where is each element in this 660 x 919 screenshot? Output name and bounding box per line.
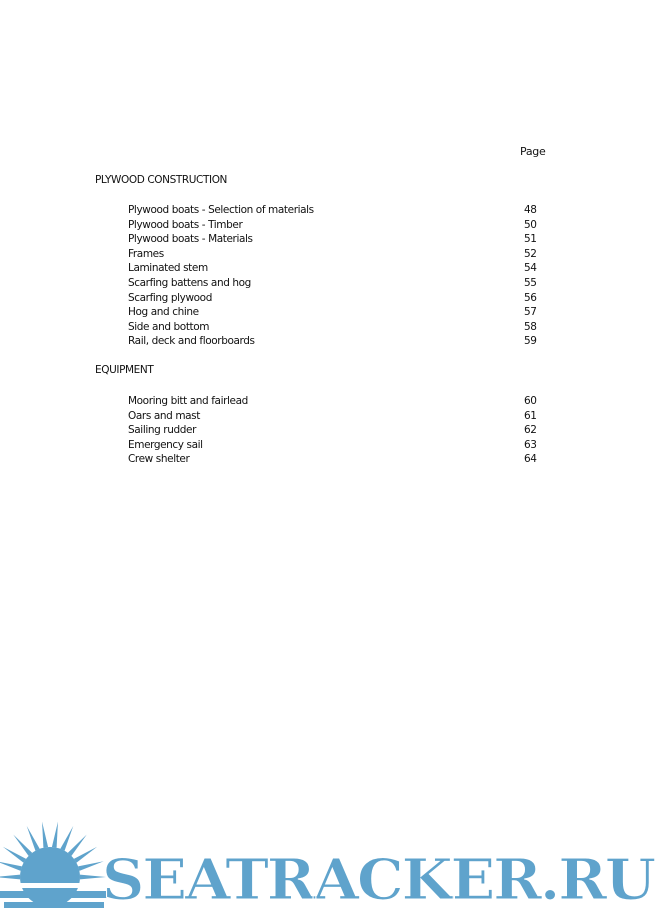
toc-entry-label: Plywood boats - Materials <box>128 233 253 246</box>
toc-entry-label: Crew shelter <box>128 453 190 466</box>
toc-entry-page: 58 <box>524 320 537 333</box>
toc-list-equipment <box>128 394 548 467</box>
sun-ray <box>68 835 87 856</box>
sun-icon <box>0 822 112 919</box>
toc-entry-page: 64 <box>524 453 537 466</box>
toc-entry[interactable] <box>128 247 548 262</box>
toc-entry-label: Emergency sail <box>128 438 203 451</box>
toc-entry[interactable] <box>128 218 548 233</box>
sun-ray <box>3 847 26 863</box>
toc-entry-label: Mooring bitt and fairlead <box>128 395 248 407</box>
toc-entry-page: 50 <box>524 218 537 231</box>
sun-ray <box>52 906 58 919</box>
toc-entry-label: Laminated stem <box>128 262 208 275</box>
toc-entry-page: 61 <box>524 409 537 422</box>
section-title-plywood-construction: PLYWOOD CONSTRUCTION <box>95 174 228 186</box>
sun-ray <box>0 861 22 871</box>
toc-entry-page: 51 <box>524 233 537 246</box>
watermark-text: SEATRACKER.RU <box>102 847 656 913</box>
toc-entry-label: Side and bottom <box>128 320 210 333</box>
sun-ray <box>52 822 58 848</box>
toc-entry-page: 55 <box>524 276 537 289</box>
toc-entry[interactable] <box>128 203 548 218</box>
sun-ray <box>74 847 97 863</box>
sun-ray <box>42 822 48 848</box>
toc-entry-page: 63 <box>524 438 537 451</box>
toc-entry-label: Plywood boats - Timber <box>128 218 243 231</box>
toc-entry-label: Hog and chine <box>128 306 199 319</box>
sun-ray <box>78 861 104 871</box>
toc-entry[interactable] <box>128 261 548 276</box>
toc-entry-page: 60 <box>524 395 537 407</box>
toc-entry[interactable] <box>128 438 548 453</box>
toc-entry-label: Scarfing battens and hog <box>128 276 251 289</box>
toc-entry-page: 52 <box>524 247 537 260</box>
toc-entry[interactable] <box>128 232 548 247</box>
toc-entry[interactable] <box>128 394 548 409</box>
sun-ray <box>27 826 40 851</box>
toc-entry-page: 48 <box>524 204 537 216</box>
toc-entry-label: Sailing rudder <box>128 424 196 437</box>
page-column-header: Page <box>520 145 546 158</box>
toc-entry[interactable] <box>128 276 548 291</box>
toc-entry-page: 62 <box>524 424 537 437</box>
sun-ray <box>13 898 32 919</box>
toc-entry-page: 57 <box>524 306 537 319</box>
toc-entry[interactable] <box>128 305 548 320</box>
toc-entry-label: Rail, deck and floorboards <box>128 335 255 348</box>
toc-entry[interactable] <box>128 291 548 306</box>
sun-ray <box>60 826 73 851</box>
toc-entry-label: Oars and mast <box>128 409 200 422</box>
sun-ray <box>42 906 48 919</box>
toc-entry-label: Scarfing plywood <box>128 291 212 304</box>
toc-entry-page: 54 <box>524 262 537 275</box>
sun-ray <box>0 875 20 880</box>
sun-ray <box>68 898 87 919</box>
toc-entry[interactable] <box>128 452 548 467</box>
seatracker-watermark-logo <box>0 815 660 919</box>
toc-entry[interactable] <box>128 423 548 438</box>
toc-entry-page: 59 <box>524 335 537 348</box>
toc-entry[interactable] <box>128 320 548 335</box>
toc-entry[interactable] <box>128 334 548 349</box>
toc-list-plywood-construction <box>128 203 548 349</box>
sun-ray <box>13 835 32 856</box>
toc-entry-label: Plywood boats - Selection of materials <box>128 204 314 216</box>
toc-entry-page: 56 <box>524 291 537 304</box>
section-title-equipment: EQUIPMENT <box>95 364 154 376</box>
toc-entry-label: Frames <box>128 247 164 260</box>
toc-entry[interactable] <box>128 409 548 424</box>
